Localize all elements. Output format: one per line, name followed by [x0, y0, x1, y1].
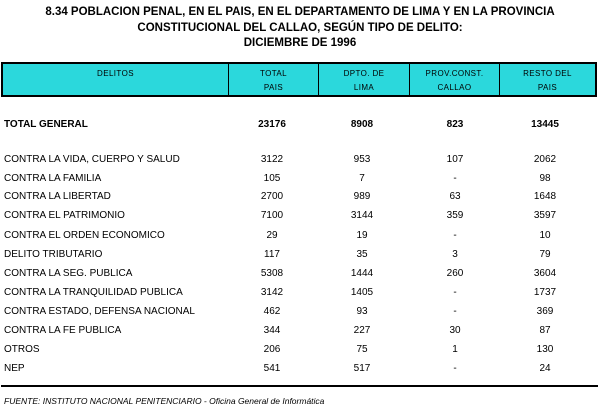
row-label: OTROS — [4, 344, 40, 355]
cell-prov-callao: 359 — [446, 210, 464, 221]
cell-total-pais: 462 — [263, 306, 281, 317]
cell-prov-callao: 107 — [446, 154, 464, 165]
cell-resto-pais: 3597 — [533, 210, 557, 221]
cell-resto-pais: 13445 — [531, 119, 559, 130]
row-label: CONTRA LA VIDA, CUERPO Y SALUD — [4, 154, 180, 165]
cell-prov-callao: - — [453, 173, 457, 184]
cell-dpto-lima: 989 — [353, 191, 371, 202]
row-label: CONTRA EL PATRIMONIO — [4, 210, 125, 221]
row-label: NEP — [4, 363, 25, 374]
cell-total-pais: 117 — [264, 249, 280, 260]
cell-prov-callao: 63 — [449, 191, 461, 202]
title-line-2: CONSTITUCIONAL DEL CALLAO, SEGÚN TIPO DE DELITO: — [137, 21, 463, 34]
table-row — [0, 247, 600, 263]
cell-dpto-lima: 1405 — [350, 287, 374, 298]
header-resto-pais-line1: RESTO DEL — [523, 69, 572, 78]
cell-total-pais: 344 — [263, 325, 281, 336]
cell-prov-callao: - — [453, 363, 457, 374]
cell-resto-pais: 1648 — [533, 191, 557, 202]
report-title — [0, 5, 600, 52]
cell-dpto-lima: 8908 — [350, 119, 374, 130]
cell-total-pais: 7100 — [260, 210, 284, 221]
header-resto-pais — [500, 64, 595, 95]
cell-resto-pais: 10 — [539, 230, 551, 241]
cell-resto-pais: 1737 — [533, 287, 557, 298]
row-label: CONTRA LA TRANQUILIDAD PUBLICA — [4, 287, 183, 298]
cell-prov-callao: 3 — [452, 249, 458, 260]
table-row — [0, 228, 600, 244]
cell-total-pais: 2700 — [260, 191, 284, 202]
cell-total-pais: 23176 — [258, 119, 286, 130]
title-line-3: DICIEMBRE DE 1996 — [243, 37, 357, 49]
header-dpto-lima-line1: DPTO. DE — [343, 69, 385, 78]
table-row — [0, 171, 600, 187]
row-label: CONTRA ESTADO, DEFENSA NACIONAL — [4, 306, 195, 317]
cell-total-pais: 3122 — [260, 154, 284, 165]
cell-dpto-lima: 227 — [353, 325, 371, 336]
cell-resto-pais: 98 — [539, 173, 551, 184]
cell-prov-callao: 823 — [446, 119, 464, 130]
cell-dpto-lima: 3144 — [350, 210, 374, 221]
cell-prov-callao: - — [453, 287, 457, 298]
cell-total-pais: 541 — [263, 363, 281, 374]
cell-total-pais: 206 — [263, 344, 281, 355]
cell-resto-pais: 130 — [536, 344, 554, 355]
cell-resto-pais: 87 — [539, 325, 551, 336]
cell-dpto-lima: 517 — [353, 363, 371, 374]
cell-total-pais: 3142 — [260, 287, 284, 298]
cell-resto-pais: 2062 — [533, 154, 557, 165]
row-label: CONTRA LA FE PUBLICA — [4, 325, 122, 336]
title-line-1: 8.34 POBLACION PENAL, EN EL PAIS, EN EL DEPARTAMENTO DE LIMA Y EN LA PROVINCIA — [45, 6, 555, 18]
header-dpto-lima-line2: LIMA — [353, 83, 375, 92]
cell-resto-pais: 24 — [539, 363, 551, 374]
row-label: CONTRA LA LIBERTAD — [4, 191, 111, 202]
cell-total-pais: 5308 — [260, 268, 284, 279]
table-row — [0, 189, 600, 205]
table-row — [0, 342, 600, 358]
header-prov-callao — [410, 64, 500, 95]
table-row-total — [0, 117, 600, 133]
cell-prov-callao: - — [453, 306, 457, 317]
header-delitos — [3, 64, 229, 95]
header-total-pais-line1: TOTAL — [259, 69, 288, 78]
header-total-pais-line2: PAIS — [263, 83, 284, 92]
cell-dpto-lima: 953 — [353, 154, 371, 165]
cell-total-pais: 29 — [266, 230, 278, 241]
table-row — [0, 152, 600, 168]
header-resto-pais-line2: PAIS — [537, 83, 558, 92]
cell-resto-pais: 3604 — [533, 268, 557, 279]
source-note: FUENTE: INSTITUTO NACIONAL PENITENCIARIO - Oficina General de Informática — [4, 396, 325, 406]
cell-prov-callao: - — [453, 230, 457, 241]
table-row — [0, 304, 600, 320]
table-header — [1, 62, 597, 97]
header-prov-callao-line1: PROV.CONST. — [425, 69, 484, 78]
cell-dpto-lima: 93 — [356, 306, 368, 317]
table-row — [0, 323, 600, 339]
row-label: CONTRA LA SEG. PUBLICA — [4, 268, 133, 279]
header-dpto-lima — [319, 64, 410, 95]
cell-dpto-lima: 75 — [356, 344, 368, 355]
cell-dpto-lima: 19 — [356, 230, 368, 241]
table-bottom-rule — [1, 385, 598, 387]
cell-dpto-lima: 1444 — [350, 268, 374, 279]
cell-prov-callao: 260 — [446, 268, 464, 279]
header-total-pais — [229, 64, 319, 95]
row-label: CONTRA EL ORDEN ECONOMICO — [4, 230, 165, 241]
cell-prov-callao: 1 — [452, 344, 458, 355]
cell-prov-callao: 30 — [449, 325, 461, 336]
header-delitos-label: DELITOS — [97, 69, 134, 78]
header-prov-callao-line2: CALLAO — [437, 83, 472, 92]
table-row — [0, 361, 600, 377]
table-row — [0, 285, 600, 301]
cell-resto-pais: 369 — [536, 306, 554, 317]
row-label: DELITO TRIBUTARIO — [4, 249, 103, 260]
cell-total-pais: 105 — [263, 173, 281, 184]
table-row — [0, 266, 600, 282]
cell-dpto-lima: 35 — [356, 249, 368, 260]
table-row — [0, 208, 600, 224]
row-label: TOTAL GENERAL — [4, 119, 88, 130]
cell-dpto-lima: 7 — [359, 173, 365, 184]
row-label: CONTRA LA FAMILIA — [4, 173, 102, 184]
cell-resto-pais: 79 — [539, 249, 551, 260]
